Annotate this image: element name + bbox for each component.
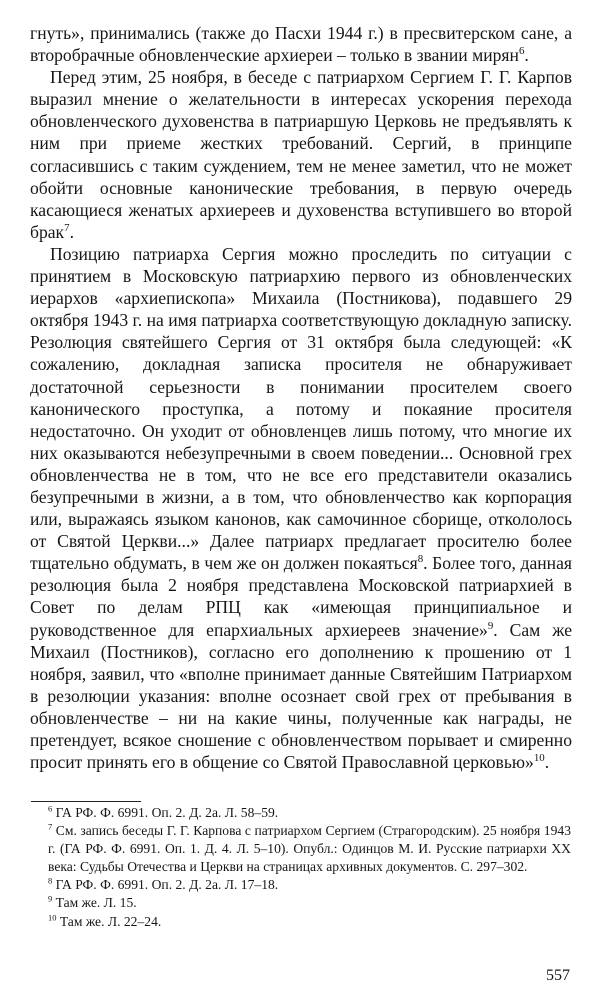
footnote-9: $^9$ Там же. Л. 15. <box>48 893 137 911</box>
paragraph-1: гнуть», принимались (также до Пасхи 1944 г.) в пресвитерском сане, а второбрачные обновленческие архиереи – только в звании мирян$^6$. <box>30 23 572 66</box>
footnote-10: $^{10}$ Там же. Л. 22–24. <box>48 912 162 929</box>
footnote-7: $^7$ См. запись беседы Г. Г. Карпова с патриархом Сергием (Страгородским). 25 ноября 1943 г. (ГА РФ. Ф. 6991. Оп. 1. Д. 4. Л. 5–10). Опубл.: Одинцов М. И. Русские патриархи XX века: Судьбы Отечества и Церкви на страницах архивных документов. С. 297–302. <box>48 821 571 875</box>
main-text <box>30 22 572 773</box>
footnote-ref-10: 10 <box>533 752 545 765</box>
footnotes <box>31 804 571 931</box>
footnote-6: $^6$ ГА РФ. Ф. 6991. Оп. 2. Д. 2а. Л. 58–59. <box>48 803 279 820</box>
footnote-ref-7: 7 <box>64 221 70 234</box>
footnote-separator <box>31 801 141 802</box>
paragraph-2: Перед этим, 25 ноября, в беседе с патриархом Сергием Г. Г. Карпов выразил мнение о желательности в интересах ускорения перехода обновленческого духовенства в патриаршую Церковь не предъявлять к ним при приеме жестких требований. Сергий, в принципе согласившись с таким суждением, тем не менее заметил, что не может обойти основные канонические требования, в первую очередь касающиеся женатых архиереев и духовенства вступившего во второй брак$^7$. <box>30 67 572 242</box>
footnote-ref-6: 6 <box>518 45 525 58</box>
paragraph-3: Позицию патриарха Сергия можно проследить по ситуации с принятием в Московскую патриархию первого из обновленческих иерархов «архиепископа» Михаила (Постникова), подавшего 29 октября 1943 г. на имя патриарха соответствующую докладную записку. Резолюция святейшего Сергия от 31 октября была следующей: «К сожалению, докладная записка просителя не обнаруживает достаточной серьезности в понимании просителем своего канонического проступка, а потому и покаяние просителя недостаточно. Он уходит от обновленцев лишь потому, что многие их них оказываются небезупречными в своем поведении... Основной грех обновленчества не в том, что не все его представители оказались безупречными в жизни, а в том, что обновленчество как корпорация или, выражаясь языком канонов, как самочинное сборище, откололось от Святой Церкви...» Далее патриарх предлагает просителю более тщательно обдумать, в чем же он должен покаяться$^8$. Более того, данная резолюция была 2 ноября представлена Московской патриархией в Совет по делам РПЦ как «имеющая принципиальное и руководственное для епархиальных архиереев значение»$^9$. Сам же Михаил (Постников), согласно его дополнению к прошению от 1 ноября, заявил, что «вполне принимает данные Святейшим Патриархом в резолюции указания: вполне осознает свой грех от пребывания в обновленчестве – ни на какие чины, полученные как награды, не претендует, всякое сношение с обновленчеством порывает и смиренно просит принять его в общение со Святой Православной церковью»$^{10}$. <box>30 243 573 773</box>
footnote-ref-9: 9 <box>487 619 494 632</box>
footnote-ref-8: 8 <box>417 553 424 566</box>
footnote-8: $^8$ ГА РФ. Ф. 6991. Оп. 2. Д. 2а. Л. 17–18. <box>48 875 279 893</box>
page-number: 557 <box>546 967 570 984</box>
